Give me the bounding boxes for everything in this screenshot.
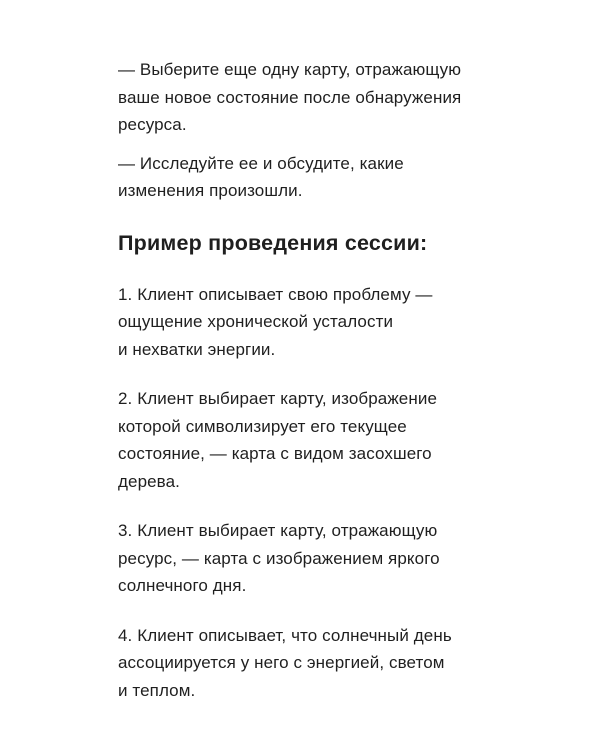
session-step: 2. Клиент выбирает карту, изображение которой символизирует его текущее состояние, — карта с видом засохшего дерева. — [118, 389, 437, 491]
instruction-paragraph: — Выберите еще одну карту, отражающую ваше новое состояние после обнаружения ресурса. — [118, 60, 462, 134]
instruction-paragraph: — Исследуйте ее и обсудите, какие изменения произошли. — [118, 153, 404, 200]
session-steps-list — [118, 281, 538, 705]
document-page — [118, 56, 538, 704]
session-step: 3. Клиент выбирает карту, отражающую ресурс, — карта с изображением яркого солнечного дня. — [118, 521, 440, 595]
session-step: 4. Клиент описывает, что солнечный день ассоциируется у него с энергией, светом и теплом. — [118, 625, 452, 700]
session-step: 1. Клиент описывает свою проблему — ощущение хронической усталости и нехватки энергии. — [118, 284, 433, 359]
section-heading: Пример проведения сессии: — [118, 230, 428, 255]
